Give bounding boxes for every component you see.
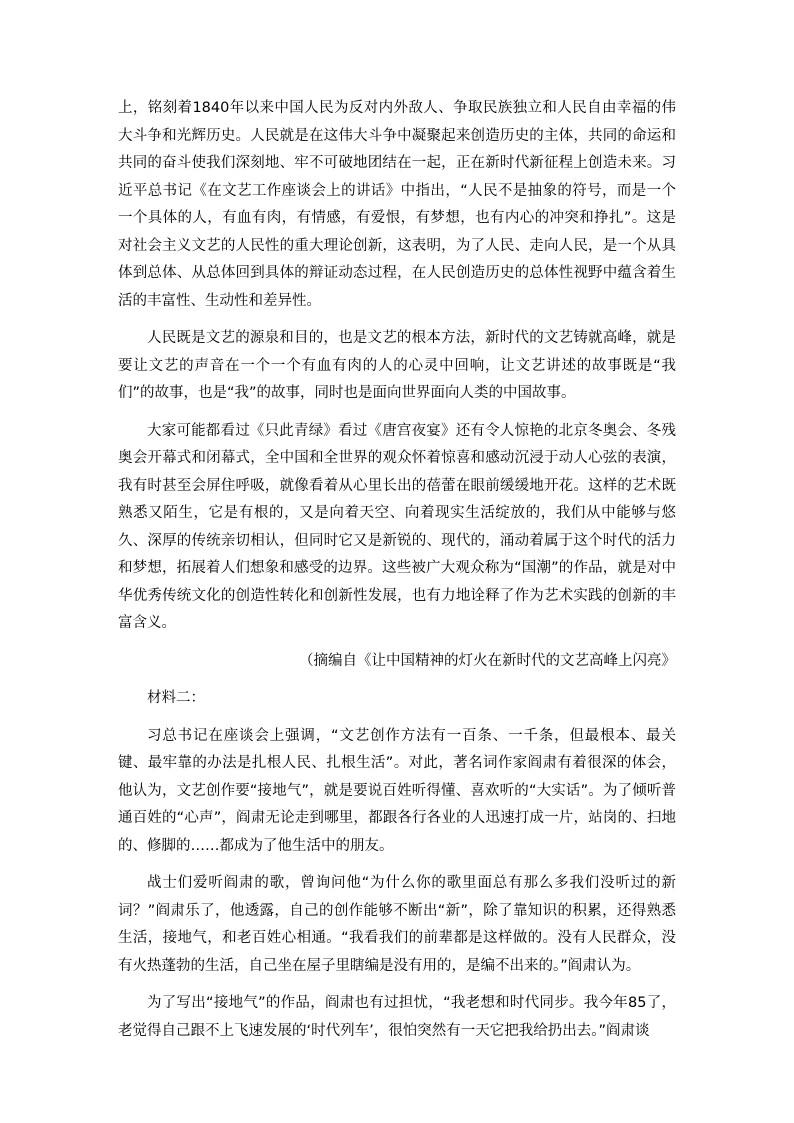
- paragraph-6: 为了写出“接地气”的作品，阎肃也有过担忧，“我老想和时代同步。我今年85了，老觉得自己跟不上飞速发展的‘时代列车’，很怕突然有一天它把我给扔出去。”阎肃谈: [118, 995, 676, 1039]
- document-page: [118, 95, 676, 1045]
- paragraph-5: 战士们爱听阎肃的歌，曾询问他“为什么你的歌里面总有那么多我们没听过的新词？”阎肃乐了，他透露，自己的创作能够不断出“新”，除了靠知识的积累，还得熟悉生活，接地气，和老百姓心相通。“我看我们的前辈都是这样做的。没有人民群众，没有火热蓬勃的生活，自己坐在屋子里瞎编是没有用的，是编不出来的。”阎肃认为。: [118, 875, 676, 974]
- paragraph-3: 大家可能都看过《只此青绿》看过《唐宫夜宴》还有令人惊艳的北京冬奥会、冬残奥会开幕式和闭幕式，全中国和全世界的观众怀着惊喜和感动沉浸于动人心弦的表演，我有时甚至会屏住呼吸，就像看着从心里长出的蓓蕾在眼前缓缓地开花。这样的艺术既熟悉又陌生，它是有根的，又是向着天空、向着现实生活绽放的，我们从中能够与悠久、深厚的传统亲切相认，但同时它又是新锐的、现代的，涌动着属于这个时代的活力和梦想，拓展着人们想象和感受的边界。这些被广大观众称为“国潮”的作品，就是对中华优秀传统文化的创造性转化和创新性发展，也有力地诠释了作为艺术实践的创新的丰富含义。: [118, 422, 676, 631]
- material-label: 材料二：: [147, 690, 205, 706]
- paragraph-4: 习总书记在座谈会上强调，“文艺创作方法有一百条、一千条，但最根本、最关键、最牢靠的办法是扎根人民、扎根生活”。对此，著名词作家阎肃有着很深的体会，他认为，文艺创作要“接地气”，就是要说百姓听得懂、喜欢听的“大实话”。为了倾听普通百姓的“心声”，阎肃无论走到哪里，都跟各行各业的人迅速打成一片，站岗的、扫地的、修脚的……都成为了他生活中的朋友。: [118, 727, 676, 854]
- paragraph-2: 人民既是文艺的源泉和目的，也是文艺的根本方法，新时代的文艺铸就高峰，就是要让文艺的声音在一个一个有血有肉的人的心灵中回响，让文艺讲述的故事既是“我们”的故事，也是“我”的故事，同时也是面向世界面向人类的中国故事。: [118, 330, 676, 401]
- source-citation: （摘编自《让中国精神的灯火在新时代的文艺高峰上闪亮》: [299, 652, 676, 669]
- paragraph-1: 上，铭刻着1840年以来中国人民为反对内外敌人、争取民族独立和人民自由幸福的伟大斗争和光辉历史。人民就是在这伟大斗争中凝聚起来创造历史的主体，共同的命运和共同的奋斗使我们深刻地、牢不可破地团结在一起，正在新时代新征程上创造未来。习近平总书记《在文艺工作座谈会上的讲话》中指出，“人民不是抽象的符号，而是一个一个具体的人，有血有肉，有情感，有爱恨，有梦想，也有内心的冲突和挣扎”。这是对社会主义文艺的人民性的重大理论创新，这表明，为了人民、走向人民，是一个从具体到总体、从总体回到具体的辩证动态过程，在人民创造历史的总体性视野中蕴含着生活的丰富性、生动性和差异性。: [118, 100, 676, 309]
